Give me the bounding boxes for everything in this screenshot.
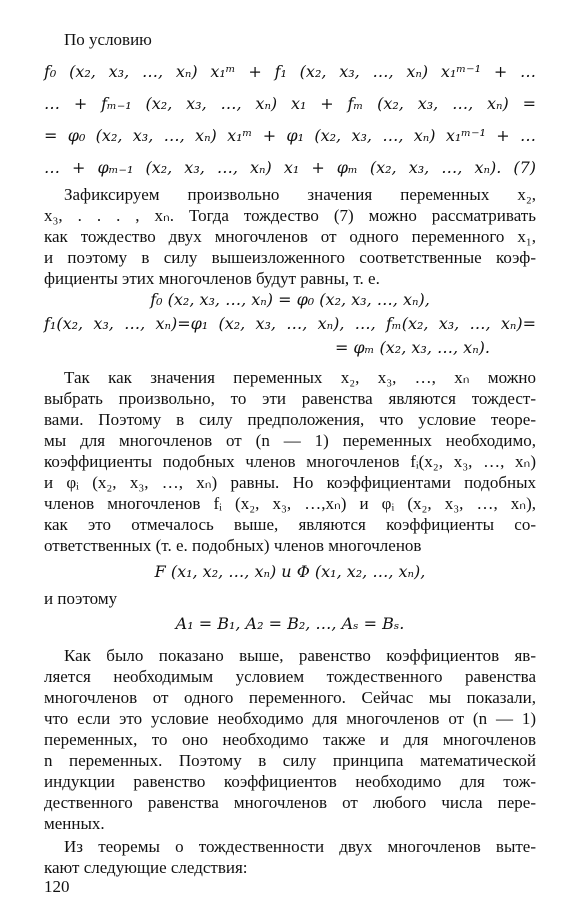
formula-line: = φₘ (x₂, x₃, …, xₙ). — [334, 338, 490, 357]
formula-line: f₀ (x₂, x₃, …, xₙ) x₁ᵐ + f₁ (x₂, x₃, …, xₙ) x₁ᵐ⁻¹ + … — [44, 62, 536, 81]
formula-line: F (x₁, x₂, …, xₙ) и Φ (x₁, x₂, …, xₙ), — [154, 562, 426, 581]
text-line: коэффициенты подобных членов многочленов fᵢ(x₂, x₃, …, xₙ) — [44, 452, 536, 471]
text-line: Из теоремы о тождественности двух многочленов выте- — [64, 837, 536, 856]
text-line: индукции равенство коэффициентов необходимо для тож- — [44, 772, 536, 791]
formula-line: = φ₀ (x₂, x₃, …, xₙ) x₁ᵐ + φ₁ (x₂, x₃, …, xₙ) x₁ᵐ⁻¹ + … — [44, 126, 536, 145]
text-line: вами. Поэтому в силу предположения, что условие теоре- — [44, 410, 536, 429]
text-line: x₃, . . . , xₙ. Тогда тождество (7) можно рассматривать — [44, 206, 536, 225]
formula-line: … + φₘ₋₁ (x₂, x₃, …, xₙ) x₁ + φₘ (x₂, x₃, …, xₙ). (7) — [44, 158, 536, 177]
formula-line: A₁ = B₁, A₂ = B₂, …, Aₛ = Bₛ. — [175, 614, 405, 633]
page-number: 120 — [44, 877, 70, 896]
text-line: Зафиксируем произвольно значения переменных x₂, — [64, 185, 536, 204]
text-line: как тождество двух многочленов от одного переменного x₁, — [44, 227, 536, 246]
text-line: менных. — [44, 814, 105, 833]
text-line: ответственных (т. е. подобных) членов многочленов — [44, 536, 422, 555]
text-line: По условию — [64, 30, 152, 49]
text-line: и φᵢ (x₂, x₃, …, xₙ) равны. Но коэффициентами подобных — [44, 473, 536, 492]
text-line: переменных, то оно необходимо также и для многочленов — [44, 730, 536, 749]
text-line: как это отмечалось выше, являются коэффициенты со- — [44, 515, 536, 534]
text-line: ляется необходимым условием тождественного равенства — [44, 667, 536, 686]
text-line: выбрать произвольно, то эти равенства являются тождест- — [44, 389, 536, 408]
text-line: дественного равенства многочленов от любого числа пере- — [44, 793, 536, 812]
text-line: Как было показано выше, равенство коэффициентов яв- — [64, 646, 536, 665]
text-line: n переменных. Поэтому в силу принципа математической — [44, 751, 536, 770]
text-line: членов многочленов fᵢ (x₂, x₃, …,xₙ) и φᵢ (x₂, x₃, …, xₙ), — [44, 494, 536, 513]
text-line: и поэтому — [44, 589, 118, 608]
text-line: мы для многочленов от (n — 1) переменных необходимо, — [44, 431, 536, 450]
text-line: Так как значения переменных x₂, x₃, …, xₙ можно — [64, 368, 536, 387]
text-line: кают следующие следствия: — [44, 858, 248, 877]
formula-line: f₁(x₂, x₃, …, xₙ)=φ₁ (x₂, x₃, …, xₙ), …, fₘ(x₂, x₃, …, xₙ)= — [44, 314, 536, 333]
text-line: что если это условие необходимо для многочленов от (n — 1) — [44, 709, 536, 728]
formula-line: … + fₘ₋₁ (x₂, x₃, …, xₙ) x₁ + fₘ (x₂, x₃, …, xₙ) = — [44, 94, 536, 113]
formula-line: f₀ (x₂, x₃, …, xₙ) = φ₀ (x₂, x₃, …, xₙ), — [150, 290, 430, 309]
text-line: многочленов от одного переменного. Сейчас мы показали, — [44, 688, 536, 707]
text-line: фициенты этих многочленов будут равны, т. е. — [44, 269, 380, 288]
text-line: и поэтому в силу вышеизложенного соответственные коэф- — [44, 248, 536, 267]
